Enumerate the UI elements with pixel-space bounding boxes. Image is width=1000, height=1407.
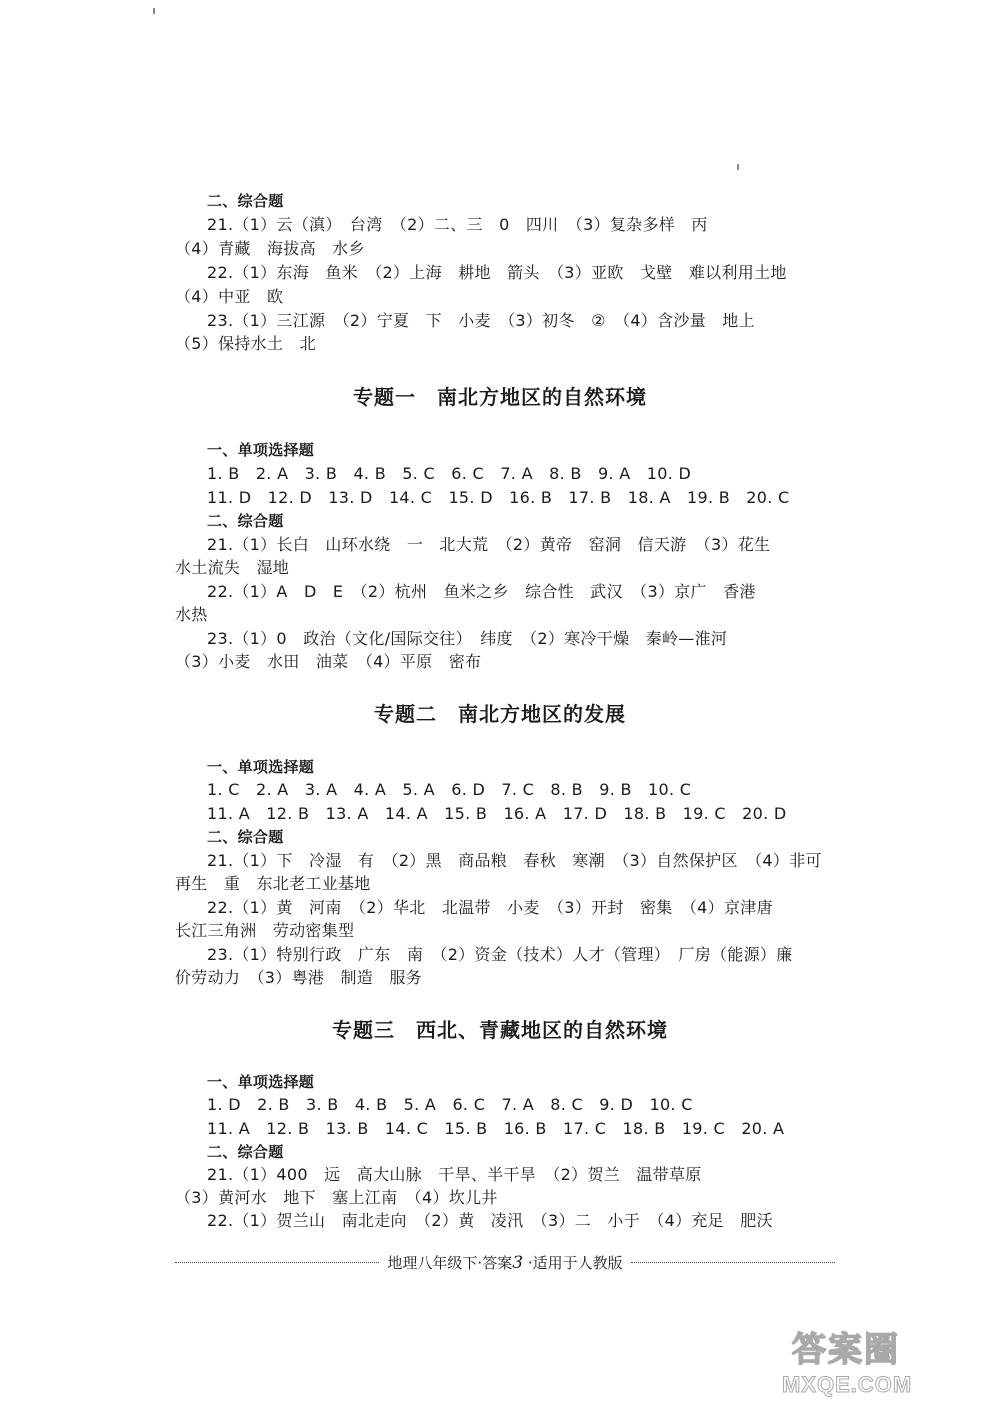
answer-line: 21.（1）下 冷湿 有 （2）黑 商品粮 春秋 寒潮 （3）自然保护区 （4）非可 bbox=[207, 851, 822, 870]
answer-line: （5）保持水土 北 bbox=[175, 334, 316, 353]
answer-line: （4）青藏 海拔高 水乡 bbox=[175, 239, 365, 258]
section-label: 二、综合题 bbox=[207, 192, 284, 210]
answer-line: 22.（1）A D E （2）杭州 鱼米之乡 综合性 武汉 （3）京广 香港 bbox=[207, 582, 756, 601]
footer-dotted-rule bbox=[631, 1262, 835, 1263]
footer-right: ·适用于人教版 bbox=[527, 1253, 623, 1272]
scan-mark bbox=[153, 8, 155, 14]
answer-line: 11. D 12. D 13. D 14. C 15. D 16. B 17. B 18. A 19. B 20. C bbox=[207, 488, 790, 507]
answer-line: 21.（1）云（滇） 台湾 （2）二、三 0 四川 （3）复杂多样 丙 bbox=[207, 215, 708, 234]
section-label: 二、综合题 bbox=[207, 1143, 284, 1161]
answer-line: 水热 bbox=[175, 605, 208, 624]
section-label: 一、单项选择题 bbox=[207, 441, 315, 459]
answer-line: 22.（1）东海 鱼米 （2）上海 耕地 箭头 （3）亚欧 戈壁 难以利用土地 bbox=[207, 263, 787, 282]
answer-line: 11. A 12. B 13. B 14. C 15. B 16. B 17. C 18. B 19. C 20. A bbox=[207, 1119, 785, 1138]
page-number: 3 bbox=[512, 1252, 524, 1273]
answer-line: 长江三角洲 劳动密集型 bbox=[175, 921, 355, 940]
answer-line: 23.（1）0 政治（文化/国际交往） 纬度 （2）寒冷干燥 秦岭—淮河 bbox=[207, 629, 728, 648]
answer-line: 21.（1）长白 山环水绕 一 北大荒 （2）黄帝 窑洞 信天游 （3）花生 bbox=[207, 535, 771, 554]
watermark-bottom: MXQE.COM bbox=[782, 1372, 913, 1397]
section-label: 二、综合题 bbox=[207, 828, 284, 846]
answer-line: （3）小麦 水田 油菜 （4）平原 密布 bbox=[175, 652, 482, 671]
answer-line: （4）中亚 欧 bbox=[175, 287, 284, 306]
section-label: 二、综合题 bbox=[207, 512, 284, 530]
topic-heading: 专题一 南北方地区的自然环境 bbox=[353, 385, 647, 409]
answer-line: （3）黄河水 地下 塞上江南 （4）坎儿井 bbox=[175, 1188, 498, 1207]
answer-line: 22.（1）贺兰山 南北走向 （2）黄 凌汛 （3）二 小于 （4）充足 肥沃 bbox=[207, 1211, 773, 1230]
footer-dotted-rule bbox=[175, 1262, 379, 1263]
answer-line: 11. A 12. B 13. A 14. A 15. B 16. A 17. D 18. B 19. C 20. D bbox=[207, 804, 787, 823]
section-label: 一、单项选择题 bbox=[207, 1073, 315, 1091]
scan-mark bbox=[737, 164, 739, 170]
footer-text bbox=[379, 1252, 630, 1273]
watermark-logo bbox=[782, 1322, 992, 1402]
section-label: 一、单项选择题 bbox=[207, 758, 315, 776]
answer-line: 1. B 2. A 3. B 4. B 5. C 6. C 7. A 8. B 9. A 10. D bbox=[207, 464, 692, 483]
watermark-top: 答案圈 bbox=[792, 1330, 900, 1370]
footer-left: 地理八年级下·答案 bbox=[387, 1253, 513, 1272]
topic-heading: 专题三 西北、青藏地区的自然环境 bbox=[332, 1018, 668, 1042]
answer-line: 23.（1）特别行政 广东 南 （2）资金（技术）人才（管理） 厂房（能源）廉 bbox=[207, 945, 793, 964]
answer-line: 22.（1）黄 河南 （2）华北 北温带 小麦 （3）开封 密集 （4）京津唐 bbox=[207, 898, 773, 917]
page-footer bbox=[175, 1250, 835, 1274]
topic-heading: 专题二 南北方地区的发展 bbox=[374, 702, 626, 726]
answer-line: 价劳动力 （3）粤港 制造 服务 bbox=[175, 968, 422, 987]
answer-line: 再生 重 东北老工业基地 bbox=[175, 874, 371, 893]
answer-line: 1. D 2. B 3. B 4. B 5. A 6. C 7. A 8. C 9. D 10. C bbox=[207, 1095, 693, 1114]
answer-line: 21.（1）400 远 高大山脉 干旱、半干旱 （2）贺兰 温带草原 bbox=[207, 1165, 702, 1184]
answer-line: 水土流失 湿地 bbox=[175, 558, 290, 577]
answer-line: 1. C 2. A 3. A 4. A 5. A 6. D 7. C 8. B 9. B 10. C bbox=[207, 780, 692, 799]
answer-line: 23.（1）三江源 （2）宁夏 下 小麦 （3）初冬 ② （4）含沙量 地上 bbox=[207, 311, 755, 330]
